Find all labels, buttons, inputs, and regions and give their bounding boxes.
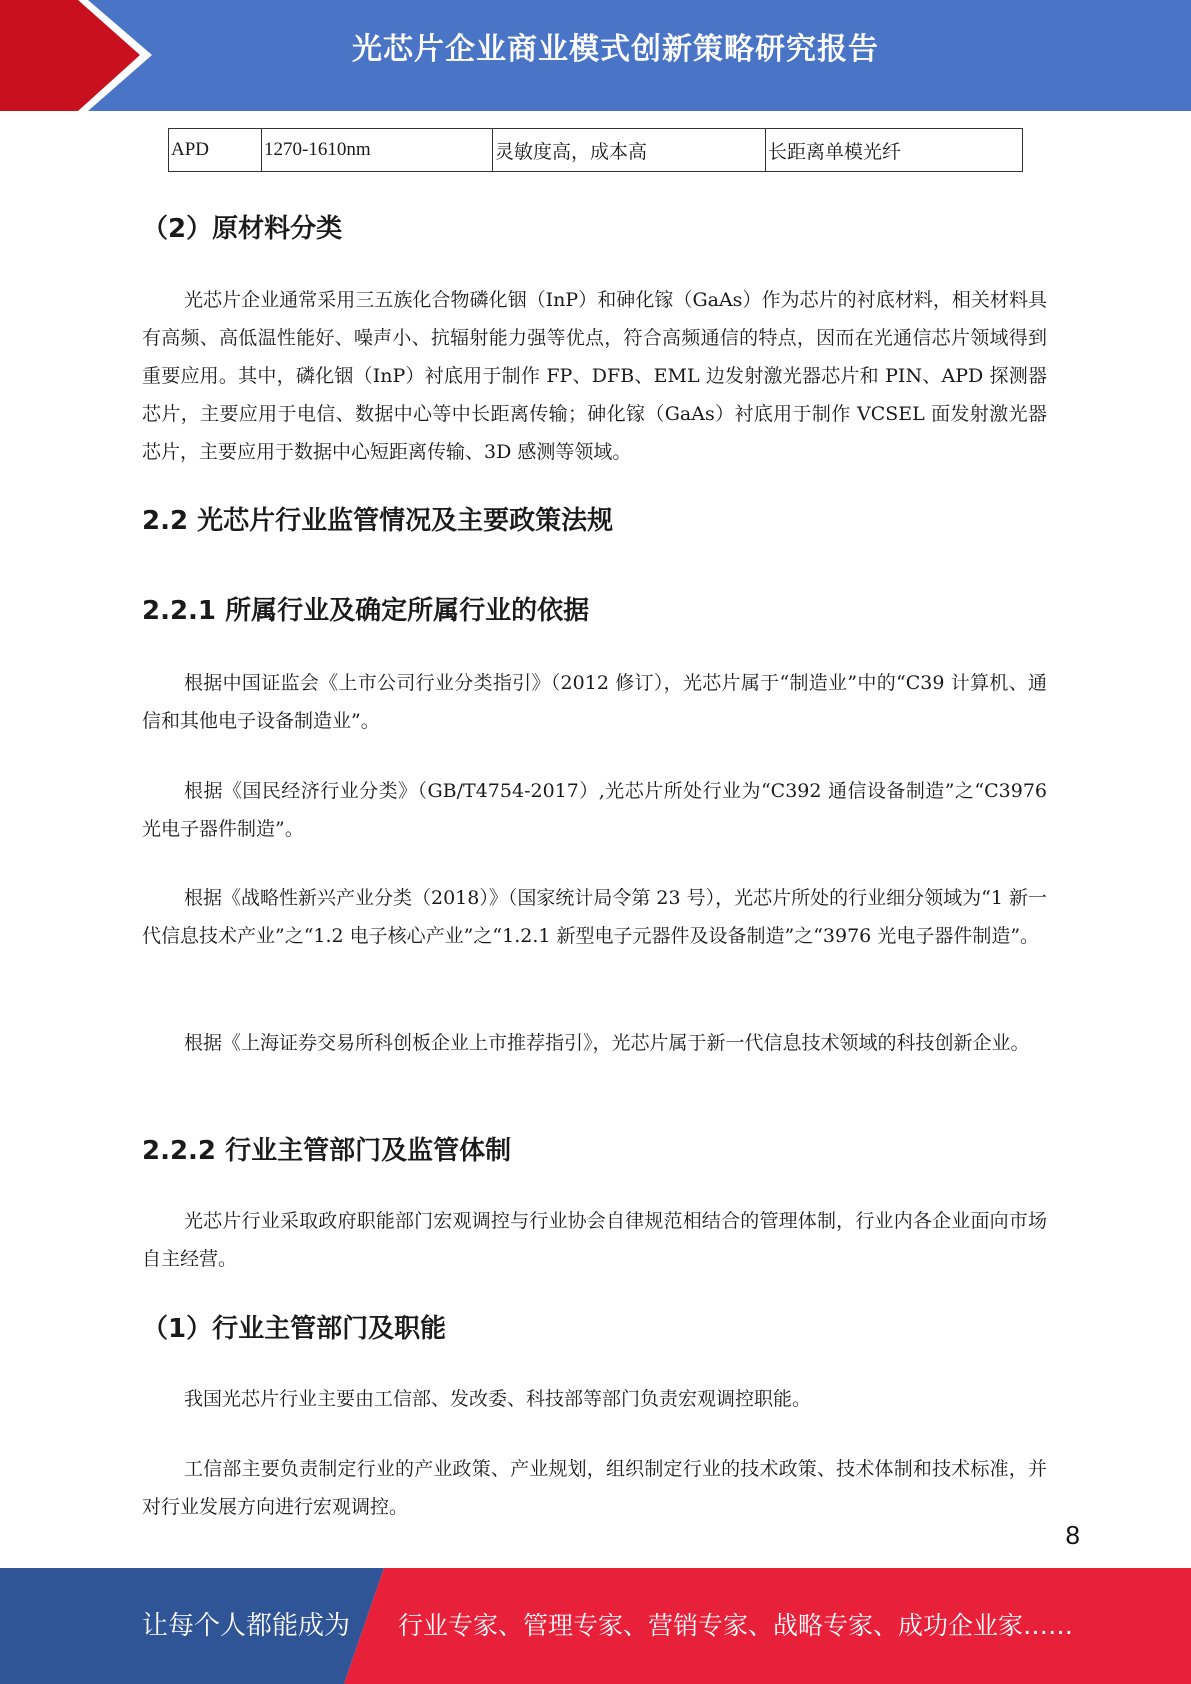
- raw-materials-paragraph: 光芯片企业通常采用三五族化合物磷化铟（InP）和砷化镓（GaAs）作为芯片的衬底材料，相关材料具有高频、高低温性能好、噪声小、抗辐射能力强等优点，符合高频通信的特点，因而在光通信芯片领域得到重要应用。其中，磷化铟（InP）衬底用于制作 FP、DFB、EML 边发射激光器芯片和 PIN、APD 探测器芯片，主要应用于电信、数据中心等中长距离传输；砷化镓（GaAs）衬底用于制作 VCSEL 面发射激光器芯片，主要应用于数据中心短距离传输、3D 感测等领域。: [142, 289, 1047, 463]
- page-footer: [0, 1568, 1191, 1684]
- section-2-2-1-paragraph-3: 根据《战略性新兴产业分类（2018）》（国家统计局令第 23 号），光芯片所处的行业细分领域为“1 新一代信息技术产业”之“1.2 电子核心产业”之“1.2.1 新型电子元器件及设备制造”之“3976 光电子器件制造”。: [142, 887, 1047, 947]
- department-paragraph-2: 工信部主要负责制定行业的产业政策、产业规划，组织制定行业的技术政策、技术体制和技术标准，并对行业发展方向进行宏观调控。: [142, 1458, 1047, 1518]
- raw-materials-heading: （2）原材料分类: [142, 214, 343, 244]
- table-cell: 1270-1610nm: [262, 129, 493, 172]
- detector-spec-table: [168, 128, 1023, 172]
- section-2-2-heading: 2.2 光芯片行业监管情况及主要政策法规: [142, 506, 614, 536]
- department-paragraph-1: 我国光芯片行业主要由工信部、发改委、科技部等部门负责宏观调控职能。: [184, 1388, 812, 1410]
- section-2-2-1-paragraph-2: 根据《国民经济行业分类》（GB/T4754-2017）,光芯片所处行业为“C392 通信设备制造”之“C3976 光电子器件制造”。: [142, 780, 1047, 840]
- section-2-2-2-heading: 2.2.2 行业主管部门及监管体制: [142, 1136, 512, 1166]
- department-heading: （1）行业主管部门及职能: [142, 1314, 447, 1344]
- footer-slogan-right: 行业专家、管理专家、营销专家、战略专家、成功企业家……: [398, 1611, 1074, 1640]
- footer-slogan-left: 让每个人都能成为: [142, 1611, 351, 1641]
- report-title: 光芯片企业商业模式创新策略研究报告: [352, 32, 879, 67]
- table-cell: APD: [169, 129, 262, 172]
- section-2-2-1-paragraph-4: 根据《上海证券交易所科创板企业上市推荐指引》，光芯片属于新一代信息技术领域的科技创新企业。: [184, 1032, 1030, 1054]
- page-number: 8: [1065, 1520, 1080, 1550]
- section-2-2-1-heading: 2.2.1 所属行业及确定所属行业的依据: [142, 596, 590, 626]
- section-2-2-2-paragraph: 光芯片行业采取政府职能部门宏观调控与行业协会自律规范相结合的管理体制，行业内各企业面向市场自主经营。: [142, 1210, 1047, 1270]
- section-2-2-1-paragraph-1: 根据中国证监会《上市公司行业分类指引》（2012 修订），光芯片属于“制造业”中的“C39 计算机、通信和其他电子设备制造业”。: [142, 672, 1047, 732]
- table-row: [169, 129, 1023, 172]
- table-cell: 灵敏度高，成本高: [493, 129, 766, 172]
- table-cell: 长距离单模光纤: [766, 129, 1023, 172]
